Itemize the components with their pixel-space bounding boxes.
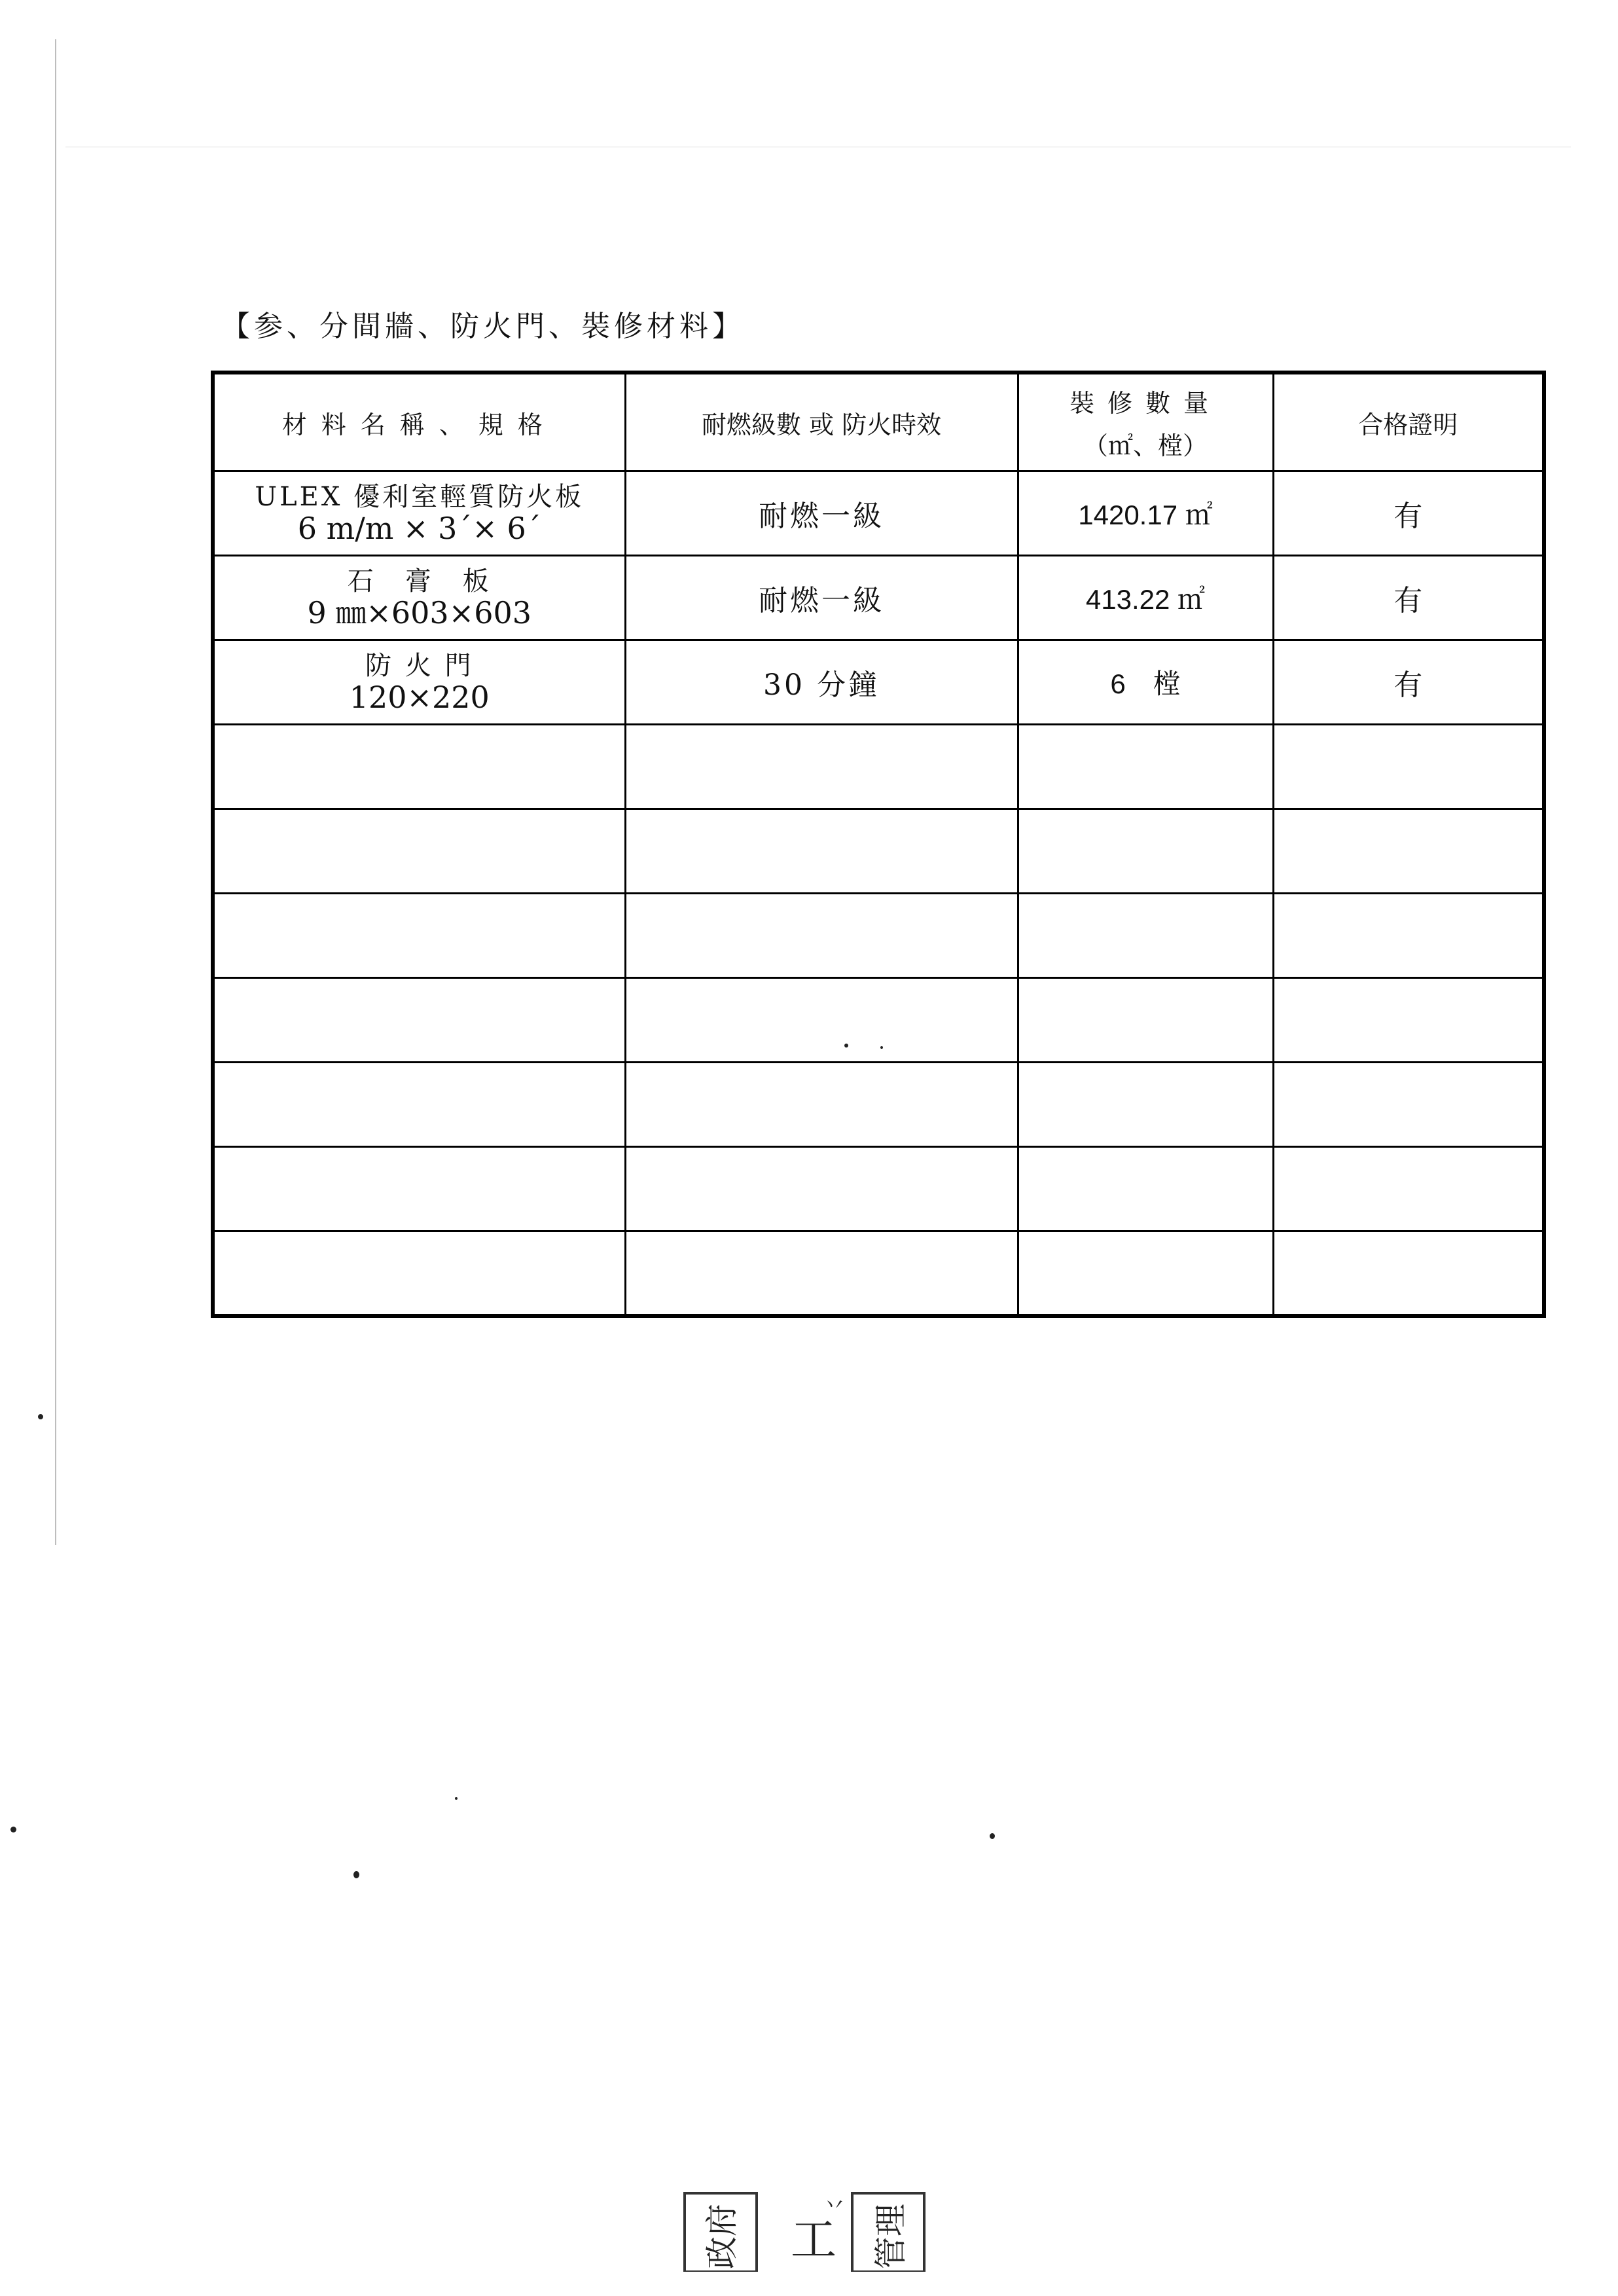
table-row xyxy=(213,471,1544,556)
scan-speck xyxy=(10,1827,16,1832)
header-quantity-label: 裝修數量 xyxy=(1069,389,1221,418)
cell-rating: 耐燃一級 xyxy=(625,471,1018,556)
table-row-empty xyxy=(213,725,1544,809)
scan-speck xyxy=(880,1046,883,1049)
svg-text:政府: 政府 xyxy=(703,2204,741,2269)
table-row-empty xyxy=(213,894,1544,978)
svg-text:工: 工 xyxy=(791,2213,836,2267)
table-row-empty xyxy=(213,978,1544,1063)
scan-speck xyxy=(844,1044,848,1048)
cell-certificate: 有 xyxy=(1273,556,1544,640)
cell-certificate: 有 xyxy=(1273,640,1544,725)
table-row-empty xyxy=(213,809,1544,894)
table-row xyxy=(213,556,1544,640)
scan-speck xyxy=(455,1797,458,1800)
scan-edge-line xyxy=(55,39,56,1545)
cell-rating: 30 分鐘 xyxy=(625,640,1018,725)
table-row-empty xyxy=(213,1231,1544,1316)
section-title: 【参、分間牆、防火門、裝修材料】 xyxy=(221,310,745,343)
cell-material: 防 火 門 120×220 xyxy=(213,640,625,725)
table-row xyxy=(213,640,1544,725)
cell-rating: 耐燃一級 xyxy=(625,556,1018,640)
cell-quantity: 413.22 ㎡ xyxy=(1018,556,1273,640)
table-row-empty xyxy=(213,1063,1544,1147)
svg-text:丷: 丷 xyxy=(823,2193,846,2219)
header-quantity-unit: （㎡、樘） xyxy=(1083,431,1208,460)
header-material-name: 材料名稱、規格 xyxy=(213,373,625,471)
header-quantity xyxy=(1018,373,1273,471)
scan-speck xyxy=(353,1871,359,1878)
svg-text:管理: 管理 xyxy=(872,2204,910,2269)
table-header-row xyxy=(213,373,1544,471)
scan-speck xyxy=(38,1414,43,1419)
table-row-empty xyxy=(213,1147,1544,1231)
cell-material: 石 膏 板 9 ㎜×603×603 xyxy=(213,556,625,640)
cell-material: ULEX 優利室輕質防火板 6 m/m × 3´× 6´ xyxy=(213,471,625,556)
official-seal-stamp xyxy=(681,2174,929,2272)
scan-speck xyxy=(990,1833,995,1839)
header-rating: 耐燃級數 或 防火時效 xyxy=(625,373,1018,471)
cell-quantity: 1420.17 ㎡ xyxy=(1018,471,1273,556)
header-certificate: 合格證明 xyxy=(1273,373,1544,471)
materials-table xyxy=(211,371,1546,1318)
cell-certificate: 有 xyxy=(1273,471,1544,556)
cell-quantity: 6 樘 xyxy=(1018,640,1273,725)
